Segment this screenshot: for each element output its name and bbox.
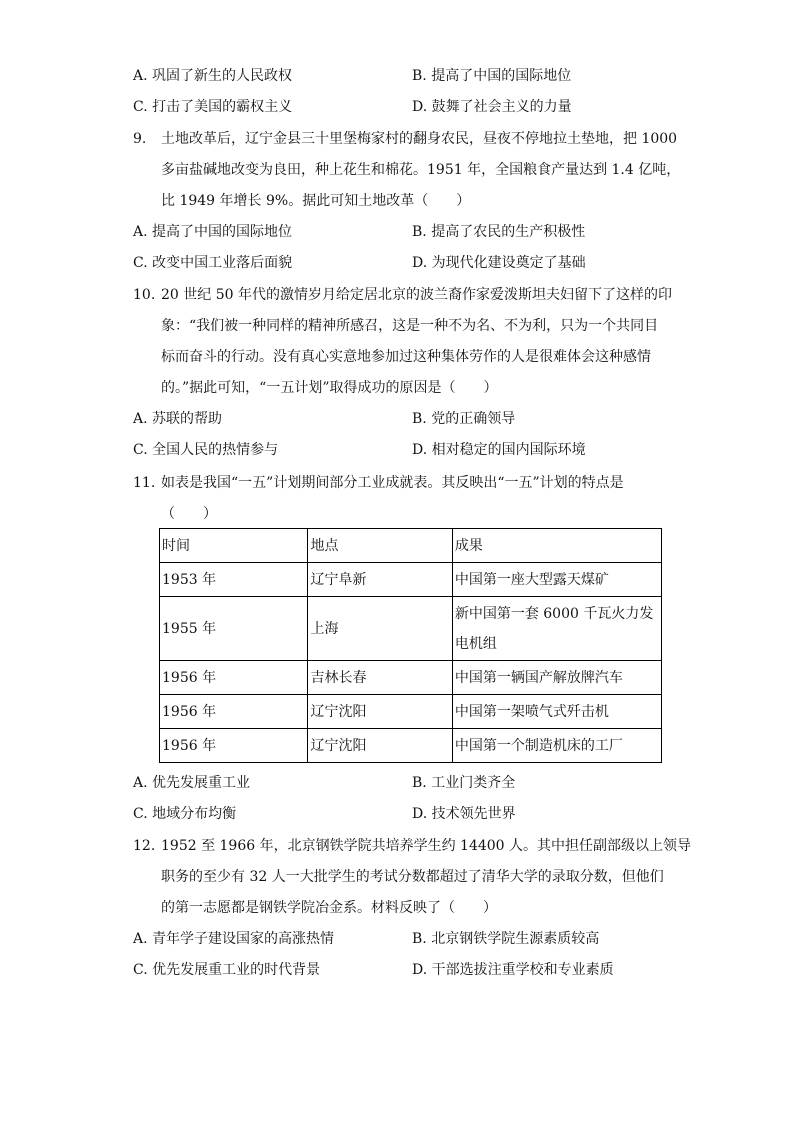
q9-option-b: B. 提高了农民的生产积极性 bbox=[412, 224, 586, 240]
q9-options-row-1 bbox=[133, 220, 693, 244]
q12-options-row-1 bbox=[133, 927, 693, 951]
q8-options-row-2 bbox=[133, 95, 693, 119]
table-cell: 1956 年 bbox=[160, 661, 308, 695]
question-text-line: 土地改革后，辽宁金县三十里堡梅家村的翻身农民，昼夜不停地拉土垫地，把 1000 bbox=[161, 131, 678, 147]
table-cell: 新中国第一套 6000 千瓦火力发电机组 bbox=[452, 597, 661, 661]
table-row bbox=[160, 597, 662, 661]
table-cell: 中国第一个制造机床的工厂 bbox=[452, 729, 661, 763]
question-text-line: 的第一志愿都是钢铁学院冶金系。材料反映了（ ） bbox=[161, 900, 497, 916]
question-number: 11. bbox=[133, 475, 156, 491]
q11-option-b: B. 工业门类齐全 bbox=[412, 775, 516, 791]
table-cell: 辽宁阜新 bbox=[308, 563, 452, 597]
q11-option-d: D. 技术领先世界 bbox=[412, 806, 516, 822]
table-cell: 1953 年 bbox=[160, 563, 308, 597]
q8-option-b: B. 提高了中国的国际地位 bbox=[412, 68, 572, 84]
q10-option-c: C. 全国人民的热情参与 bbox=[133, 442, 279, 458]
question-text-line: 职务的至少有 32 人一大批学生的考试分数都超过了清华大学的录取分数，但他们 bbox=[161, 869, 664, 885]
q9-option-a: A. 提高了中国的国际地位 bbox=[133, 224, 293, 240]
table-header-cell: 时间 bbox=[160, 529, 308, 563]
q12-options-row-2 bbox=[133, 958, 693, 982]
question-number: 12. bbox=[133, 838, 156, 854]
q10-options-row-1 bbox=[133, 407, 693, 431]
question-text-line: 的。”据此可知，“一五计划”取得成功的原因是（ ） bbox=[161, 380, 498, 396]
q12-option-d: D. 干部选拔注重学校和专业素质 bbox=[412, 962, 614, 978]
question-text-line: （ ） bbox=[161, 506, 217, 522]
question-text-line: 象：“我们被一种同样的精神所感召，这是一种不为名、不为利，只为一个共同目 bbox=[161, 318, 659, 334]
table-header-row bbox=[160, 529, 662, 563]
question-text-line: 1952 至 1966 年，北京钢铁学院共培养学生约 14400 人。其中担任副部级以上领导 bbox=[161, 838, 692, 854]
table-cell: 1956 年 bbox=[160, 695, 308, 729]
q10-option-a: A. 苏联的帮助 bbox=[133, 411, 223, 427]
table-cell: 中国第一辆国产解放牌汽车 bbox=[452, 661, 661, 695]
q9-options-row-2 bbox=[133, 251, 693, 275]
q10-option-d: D. 相对稳定的国内国际环境 bbox=[412, 442, 586, 458]
table-header-cell: 成果 bbox=[452, 529, 661, 563]
table-row bbox=[160, 729, 662, 763]
table-row bbox=[160, 563, 662, 597]
q11-options-row-1 bbox=[133, 771, 693, 795]
q8-option-a: A. 巩固了新生的人民政权 bbox=[133, 68, 293, 84]
table-cell: 吉林长春 bbox=[308, 661, 452, 695]
q11-option-a: A. 优先发展重工业 bbox=[133, 775, 251, 791]
q8-options-row-1 bbox=[133, 64, 693, 88]
q8-option-c: C. 打击了美国的霸权主义 bbox=[133, 99, 293, 115]
table-row bbox=[160, 695, 662, 729]
question-text-line: 多亩盐碱地改变为良田，种上花生和棉花。1951 年，全国粮食产量达到 1.4 亿吨， bbox=[161, 162, 681, 178]
table-cell: 辽宁沈阳 bbox=[308, 729, 452, 763]
q9-option-c: C. 改变中国工业落后面貌 bbox=[133, 255, 293, 271]
question-number: 9. bbox=[133, 131, 147, 147]
question-text-line: 比 1949 年增长 9%。据此可知土地改革（ ） bbox=[161, 193, 471, 209]
question-number: 10. bbox=[133, 287, 156, 303]
q12-option-c: C. 优先发展重工业的时代背景 bbox=[133, 962, 321, 978]
q11-option-c: C. 地域分布均衡 bbox=[133, 806, 237, 822]
question-text-line: 标而奋斗的行动。没有真心实意地参加过这种集体劳作的人是很难体会这种感情 bbox=[161, 349, 651, 365]
table-cell: 中国第一座大型露天煤矿 bbox=[452, 563, 661, 597]
table-cell: 1956 年 bbox=[160, 729, 308, 763]
q12-option-a: A. 青年学子建设国家的高涨热情 bbox=[133, 931, 335, 947]
q10-option-b: B. 党的正确领导 bbox=[412, 411, 516, 427]
q11-options-row-2 bbox=[133, 802, 693, 826]
industry-achievements-table bbox=[159, 528, 662, 763]
table-row bbox=[160, 661, 662, 695]
question-text-line: 20 世纪 50 年代的激情岁月给定居北京的波兰裔作家爱泼斯坦夫妇留下了这样的印 bbox=[161, 287, 672, 303]
table-cell: 上海 bbox=[308, 597, 452, 661]
q8-option-d: D. 鼓舞了社会主义的力量 bbox=[412, 99, 572, 115]
table-cell: 中国第一架喷气式歼击机 bbox=[452, 695, 661, 729]
q12-option-b: B. 北京钢铁学院生源素质较高 bbox=[412, 931, 600, 947]
q10-options-row-2 bbox=[133, 438, 693, 462]
q9-option-d: D. 为现代化建设奠定了基础 bbox=[412, 255, 586, 271]
question-text-line: 如表是我国“一五”计划期间部分工业成就表。其反映出“一五”计划的特点是 bbox=[161, 475, 624, 491]
table-header-cell: 地点 bbox=[308, 529, 452, 563]
table-cell: 辽宁沈阳 bbox=[308, 695, 452, 729]
table-cell: 1955 年 bbox=[160, 597, 308, 661]
